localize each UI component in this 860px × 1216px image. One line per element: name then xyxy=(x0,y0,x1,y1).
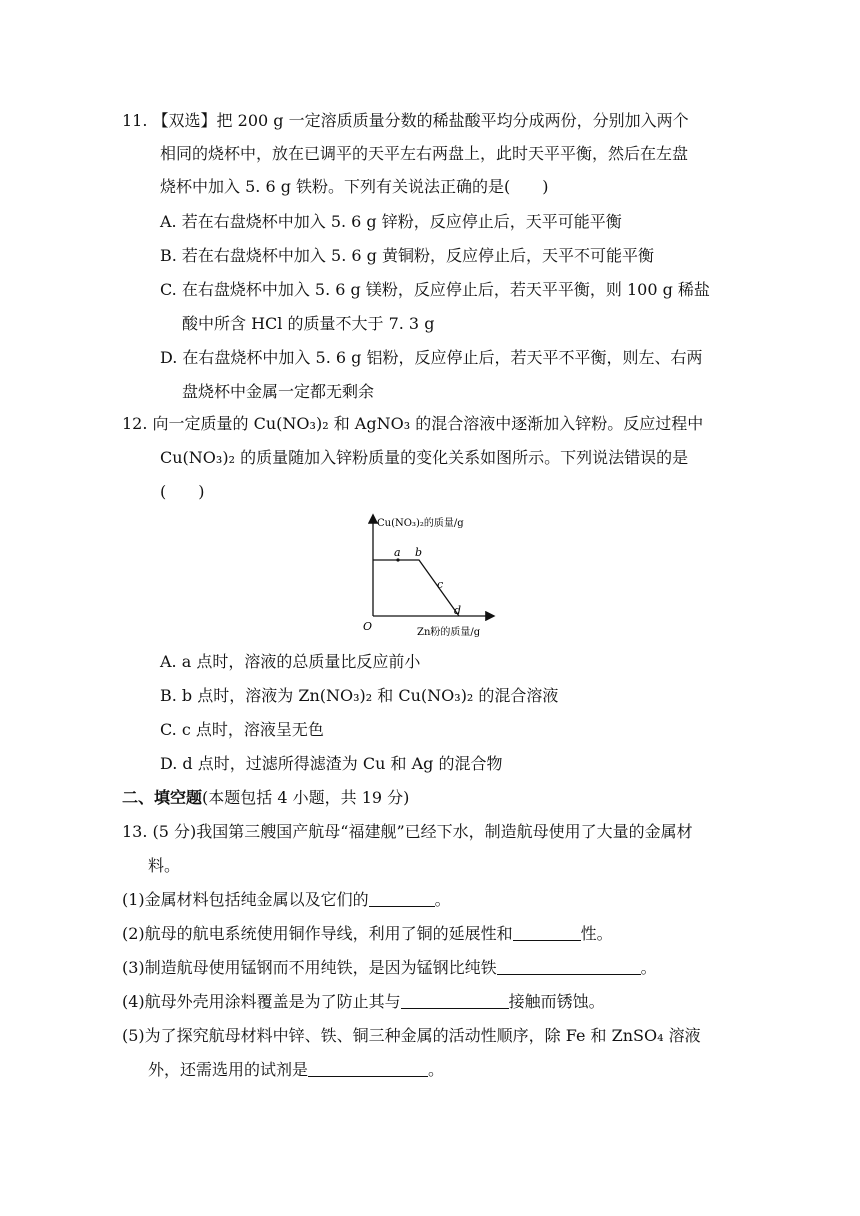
q13-part3-end: 。 xyxy=(640,958,657,977)
q12-option-a: A. a 点时，溶液的总质量比反应前小 xyxy=(160,652,421,671)
q11-option-d-line2: 盘烧杯中金属一定都无剩余 xyxy=(182,382,375,401)
q13-part5-text: 外，还需选用的试剂是 xyxy=(148,1060,309,1079)
q13-part3-blank[interactable] xyxy=(497,958,641,975)
section2-heading xyxy=(122,787,409,809)
q12-option-c: C. c 点时，溶液呈无色 xyxy=(160,720,324,739)
q12-option-b: B. b 点时，溶液为 Zn(NO₃)₂ 和 Cu(NO₃)₂ 的混合溶液 xyxy=(160,686,559,705)
q13-stem-line1: 13. (5 分)我国第三艘国产航母“福建舰”已经下水，制造航母使用了大量的金属材 xyxy=(122,822,693,841)
graph-origin: O xyxy=(363,620,373,633)
graph-point-c: c xyxy=(437,578,444,591)
section2-title: 二、填空题 xyxy=(122,788,203,807)
q13-part1-text: (1)金属材料包括纯金属以及它们的 xyxy=(122,890,369,909)
q13-part5-line1: (5)为了探究航母材料中锌、铁、铜三种金属的活动性顺序，除 Fe 和 ZnSO₄ 溶液 xyxy=(122,1026,701,1045)
q12-option-d: D. d 点时，过滤所得滤渣为 Cu 和 Ag 的混合物 xyxy=(160,754,503,773)
q13-part2-text: (2)航母的航电系统使用铜作导线，利用了铜的延展性和 xyxy=(122,924,513,943)
q13-part1-end: 。 xyxy=(434,890,451,909)
graph-xlabel: Zn粉的质量/g xyxy=(417,627,481,638)
graph-point-d: d xyxy=(454,604,462,617)
q12-line1 xyxy=(122,413,703,435)
q13-part3 xyxy=(122,957,657,979)
graph-point-b: b xyxy=(415,546,423,559)
graph-ylabel: Cu(NO₃)₂的质量/g xyxy=(377,518,464,529)
q11-option-b: B. 若在右盘烧杯中加入 5. 6 g 黄铜粉，反应停止后，天平不可能平衡 xyxy=(160,246,654,265)
q11-option-d-line1: D. 在右盘烧杯中加入 5. 6 g 铝粉，反应停止后，若天平不平衡，则左、右两 xyxy=(160,348,703,367)
q12-graph xyxy=(355,508,505,640)
q13-part4-end: 接触而锈蚀。 xyxy=(508,992,605,1011)
q11-stem-line3: 烧杯中加入 5. 6 g 铁粉。下列有关说法正确的是( ) xyxy=(160,177,549,196)
q12-stem-line1: 向一定质量的 Cu(NO₃)₂ 和 AgNO₃ 的混合溶液中逐渐加入锌粉。反应过程中 xyxy=(152,414,704,433)
q13-part5-line2 xyxy=(148,1059,444,1081)
q13-part4 xyxy=(122,991,605,1013)
q13-part5-end: 。 xyxy=(428,1060,445,1079)
q11-option-c-line1: C. 在右盘烧杯中加入 5. 6 g 镁粉，反应停止后，若天平平衡，则 100 g 稀盐 xyxy=(160,280,710,299)
section2-note: (本题包括 4 小题，共 19 分) xyxy=(202,788,410,807)
q13-part4-text: (4)航母外壳用涂料覆盖是为了防止其与 xyxy=(122,992,401,1011)
graph-point-a: a xyxy=(394,546,401,559)
q12-stem-line3: ( ) xyxy=(160,482,205,501)
q13-part1-blank[interactable] xyxy=(369,890,435,907)
q13-part3-text: (3)制造航母使用锰钢而不用纯铁，是因为锰钢比纯铁 xyxy=(122,958,497,977)
q13-part2-blank[interactable] xyxy=(513,924,581,941)
q11-option-c-line2: 酸中所含 HCl 的质量不大于 7. 3 g xyxy=(182,314,435,333)
cu-no3-mass-curve xyxy=(373,560,462,617)
q12-number: 12. xyxy=(122,414,148,433)
q13-part4-blank[interactable] xyxy=(401,992,509,1009)
q11-line1 xyxy=(122,110,689,132)
q13-part1 xyxy=(122,889,451,911)
q13-part2-end: 性。 xyxy=(580,924,613,943)
q13-part2 xyxy=(122,923,613,945)
q11-stem-line2: 相同的烧杯中，放在已调平的天平左右两盘上，此时天平平衡，然后在左盘 xyxy=(160,144,689,163)
q13-part5-blank[interactable] xyxy=(308,1060,428,1077)
q11-number: 11. xyxy=(122,111,148,130)
q11-option-a: A. 若在右盘烧杯中加入 5. 6 g 锌粉，反应停止后，天平可能平衡 xyxy=(160,212,622,231)
q11-stem-line1: 【双选】把 200 g 一定溶质质量分数的稀盐酸平均分成两份，分别加入两个 xyxy=(152,111,689,130)
q12-stem-line2: Cu(NO₃)₂ 的质量随加入锌粉质量的变化关系如图所示。下列说法错误的是 xyxy=(160,448,689,467)
q13-stem-line2: 料。 xyxy=(148,856,181,875)
